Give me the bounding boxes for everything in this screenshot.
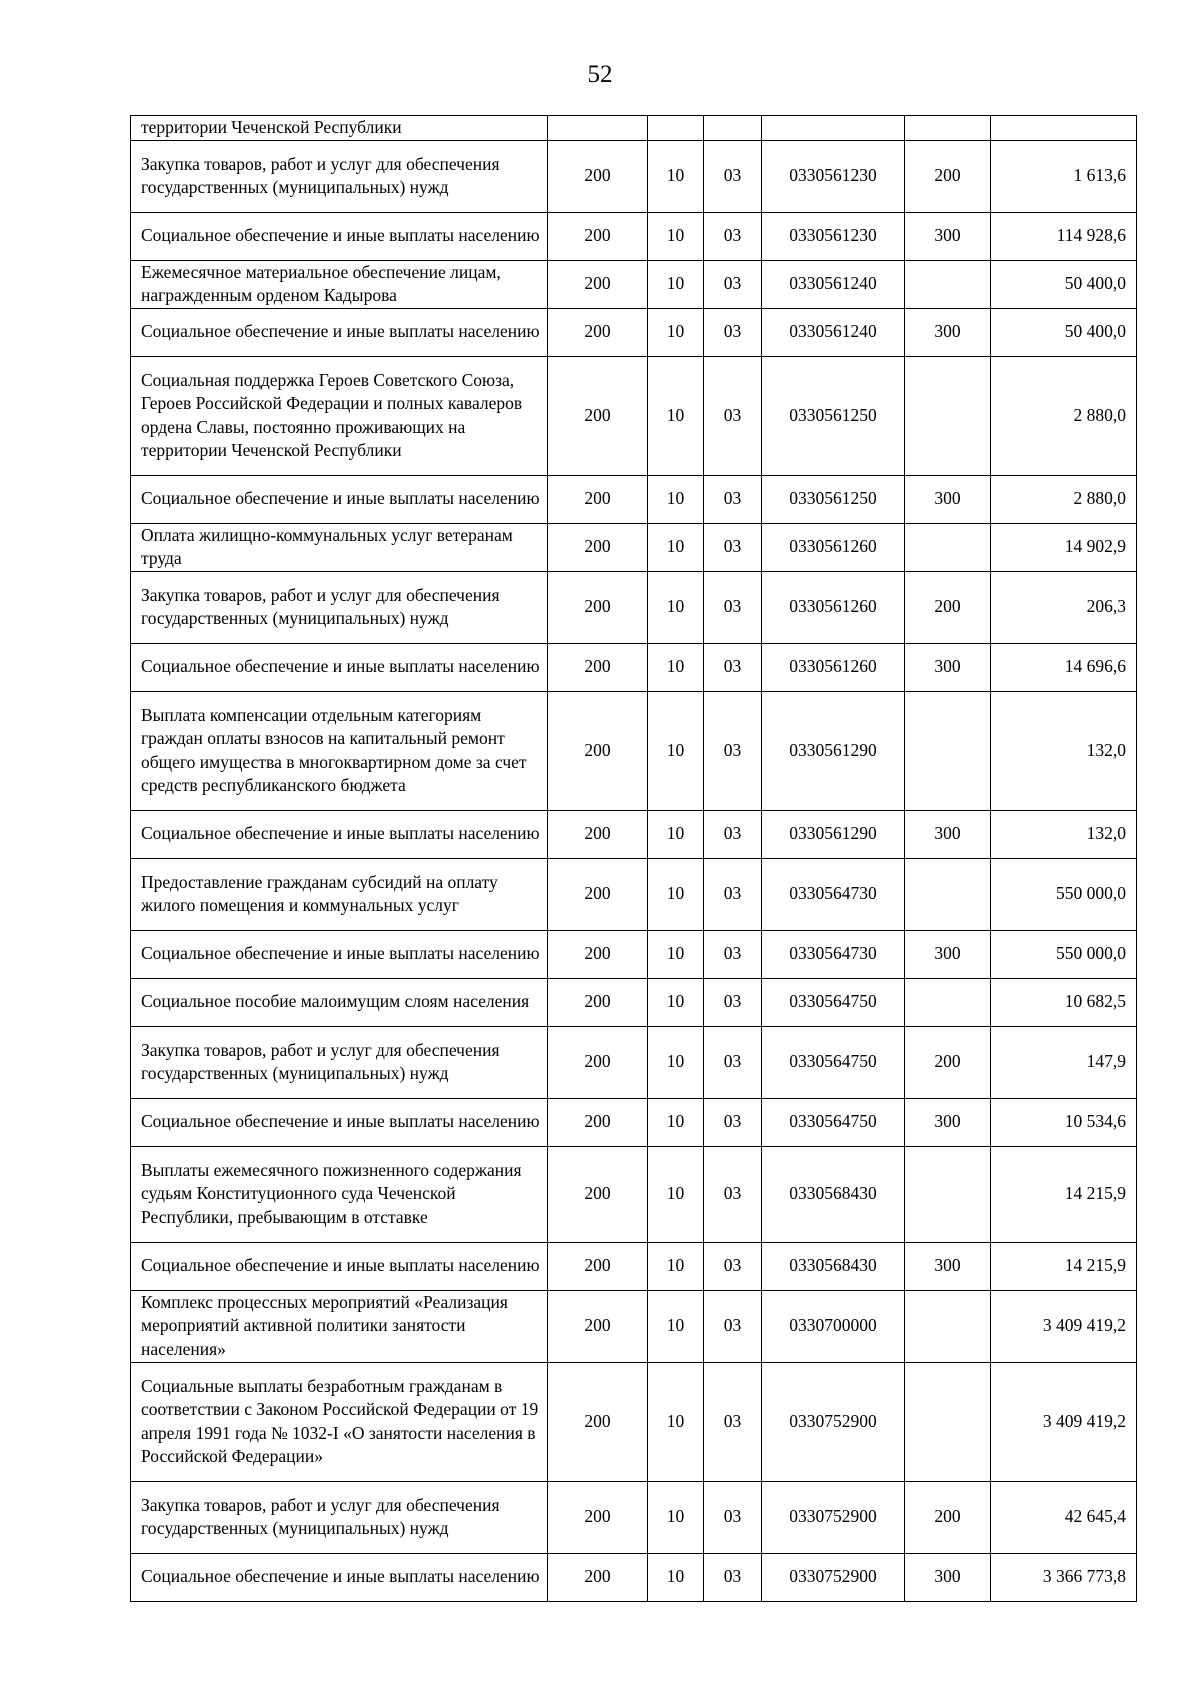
row-amount: 2 880,0 [991, 356, 1137, 475]
row-name: Социальное обеспечение и иные выплаты населению [131, 1098, 548, 1146]
row-target: 0330564750 [762, 978, 905, 1026]
row-target: 0330752900 [762, 1553, 905, 1601]
row-expense-type: 300 [905, 475, 991, 523]
row-name: Социальное пособие малоимущим слоям населения [131, 978, 548, 1026]
row-amount: 2 880,0 [991, 475, 1137, 523]
row-amount: 132,0 [991, 810, 1137, 858]
row-name: Предоставление гражданам субсидий на оплату жилого помещения и коммунальных услуг [131, 858, 548, 930]
row-amount: 14 215,9 [991, 1146, 1137, 1242]
row-name: Закупка товаров, работ и услуг для обеспечения государственных (муниципальных) нужд [131, 1026, 548, 1098]
row-expense-type: 200 [905, 1481, 991, 1553]
row-name: Социальное обеспечение и иные выплаты населению [131, 475, 548, 523]
row-ministry: 200 [548, 212, 648, 260]
row-section: 10 [648, 691, 704, 810]
row-subsection: 03 [704, 1553, 762, 1601]
row-target: 0330561230 [762, 212, 905, 260]
row-amount: 147,9 [991, 1026, 1137, 1098]
table-row [131, 1026, 1137, 1098]
row-expense-type: 300 [905, 930, 991, 978]
table-row [131, 691, 1137, 810]
row-expense-type: 300 [905, 1242, 991, 1290]
budget-table [130, 115, 1137, 1602]
row-expense-type: 300 [905, 212, 991, 260]
row-section: 10 [648, 308, 704, 356]
row-amount: 10 682,5 [991, 978, 1137, 1026]
row-name: Ежемесячное материальное обеспечение лицам, награжденным орденом Кадырова [131, 260, 548, 308]
page-number: 52 [587, 61, 613, 88]
row-section: 10 [648, 1290, 704, 1362]
row-amount: 14 215,9 [991, 1242, 1137, 1290]
row-expense-type [905, 1362, 991, 1481]
row-ministry: 200 [548, 1362, 648, 1481]
row-expense-type: 300 [905, 810, 991, 858]
table-row [131, 356, 1137, 475]
table-row [131, 1362, 1137, 1481]
row-ministry: 200 [548, 571, 648, 643]
row-amount: 550 000,0 [991, 930, 1137, 978]
row-amount: 14 696,6 [991, 643, 1137, 691]
row-expense-type: 300 [905, 1553, 991, 1601]
table-row [131, 858, 1137, 930]
row-expense-type: 300 [905, 308, 991, 356]
row-subsection: 03 [704, 571, 762, 643]
table-row [131, 116, 1137, 141]
table-row [131, 1242, 1137, 1290]
row-target: 0330561260 [762, 523, 905, 571]
row-section: 10 [648, 1362, 704, 1481]
row-subsection: 03 [704, 978, 762, 1026]
row-amount: 3 366 773,8 [991, 1553, 1137, 1601]
row-section: 10 [648, 260, 704, 308]
table-row [131, 140, 1137, 212]
row-amount: 206,3 [991, 571, 1137, 643]
row-name: Закупка товаров, работ и услуг для обеспечения государственных (муниципальных) нужд [131, 571, 548, 643]
row-section: 10 [648, 858, 704, 930]
row-section: 10 [648, 1026, 704, 1098]
row-subsection: 03 [704, 140, 762, 212]
row-subsection: 03 [704, 1026, 762, 1098]
row-name: Социальная поддержка Героев Советского Союза, Героев Российской Федерации и полных кавалеров ордена Славы, постоянно проживающих на территории Чеченской Республики [131, 356, 548, 475]
row-amount: 50 400,0 [991, 308, 1137, 356]
row-target: 0330752900 [762, 1362, 905, 1481]
row-target: 0330564730 [762, 858, 905, 930]
row-ministry: 200 [548, 643, 648, 691]
row-ministry: 200 [548, 523, 648, 571]
row-subsection: 03 [704, 1290, 762, 1362]
row-section: 10 [648, 1098, 704, 1146]
row-subsection: 03 [704, 260, 762, 308]
row-amount: 3 409 419,2 [991, 1362, 1137, 1481]
row-subsection: 03 [704, 1098, 762, 1146]
row-section [648, 116, 704, 141]
row-target: 0330561260 [762, 571, 905, 643]
row-expense-type [905, 858, 991, 930]
row-name: Закупка товаров, работ и услуг для обеспечения государственных (муниципальных) нужд [131, 1481, 548, 1553]
row-expense-type: 300 [905, 1098, 991, 1146]
row-section: 10 [648, 643, 704, 691]
row-section: 10 [648, 356, 704, 475]
row-expense-type: 200 [905, 571, 991, 643]
row-section: 10 [648, 930, 704, 978]
row-target: 0330561260 [762, 643, 905, 691]
table-row [131, 1290, 1137, 1362]
table-row [131, 1553, 1137, 1601]
row-subsection: 03 [704, 308, 762, 356]
row-name: Социальное обеспечение и иные выплаты населению [131, 930, 548, 978]
row-amount: 50 400,0 [991, 260, 1137, 308]
table-row [131, 260, 1137, 308]
row-target: 0330568430 [762, 1146, 905, 1242]
row-name: Социальное обеспечение и иные выплаты населению [131, 1242, 548, 1290]
row-target: 0330561230 [762, 140, 905, 212]
row-name: Оплата жилищно-коммунальных услуг ветеранам труда [131, 523, 548, 571]
row-amount: 3 409 419,2 [991, 1290, 1137, 1362]
row-subsection: 03 [704, 523, 762, 571]
row-amount: 14 902,9 [991, 523, 1137, 571]
row-ministry: 200 [548, 475, 648, 523]
table-row [131, 643, 1137, 691]
row-expense-type [905, 260, 991, 308]
row-target: 0330561240 [762, 308, 905, 356]
row-ministry: 200 [548, 1146, 648, 1242]
row-subsection: 03 [704, 356, 762, 475]
row-target: 0330561240 [762, 260, 905, 308]
row-expense-type [905, 116, 991, 141]
row-subsection [704, 116, 762, 141]
row-expense-type: 300 [905, 643, 991, 691]
row-name: Выплата компенсации отдельным категориям граждан оплаты взносов на капитальный ремонт общего имущества в многоквартирном доме за счет средств республиканского бюджета [131, 691, 548, 810]
row-section: 10 [648, 1553, 704, 1601]
row-ministry: 200 [548, 858, 648, 930]
table-row [131, 810, 1137, 858]
row-name: Социальное обеспечение и иные выплаты населению [131, 810, 548, 858]
row-ministry: 200 [548, 978, 648, 1026]
row-ministry: 200 [548, 1098, 648, 1146]
row-ministry: 200 [548, 1481, 648, 1553]
table-row [131, 212, 1137, 260]
row-expense-type: 200 [905, 1026, 991, 1098]
table-row [131, 571, 1137, 643]
row-expense-type [905, 978, 991, 1026]
row-name: Комплекс процессных мероприятий «Реализация мероприятий активной политики занятости населения» [131, 1290, 548, 1362]
row-amount: 10 534,6 [991, 1098, 1137, 1146]
row-target: 0330561250 [762, 356, 905, 475]
row-name: территории Чеченской Республики [131, 116, 548, 141]
table-row [131, 1481, 1137, 1553]
row-section: 10 [648, 140, 704, 212]
row-section: 10 [648, 1481, 704, 1553]
row-target: 0330568430 [762, 1242, 905, 1290]
row-ministry: 200 [548, 691, 648, 810]
row-subsection: 03 [704, 212, 762, 260]
row-expense-type [905, 691, 991, 810]
row-amount [991, 116, 1137, 141]
table-row [131, 1146, 1137, 1242]
row-subsection: 03 [704, 810, 762, 858]
row-target: 0330561250 [762, 475, 905, 523]
row-section: 10 [648, 571, 704, 643]
row-subsection: 03 [704, 1362, 762, 1481]
row-target: 0330564750 [762, 1098, 905, 1146]
table-row [131, 523, 1137, 571]
row-subsection: 03 [704, 1481, 762, 1553]
row-subsection: 03 [704, 930, 762, 978]
row-target: 0330752900 [762, 1481, 905, 1553]
row-amount: 114 928,6 [991, 212, 1137, 260]
row-section: 10 [648, 1242, 704, 1290]
row-ministry [548, 116, 648, 141]
row-target: 0330561290 [762, 810, 905, 858]
row-name: Социальное обеспечение и иные выплаты населению [131, 643, 548, 691]
row-amount: 1 613,6 [991, 140, 1137, 212]
table-row [131, 930, 1137, 978]
row-amount: 550 000,0 [991, 858, 1137, 930]
row-expense-type [905, 1146, 991, 1242]
table-row [131, 475, 1137, 523]
row-subsection: 03 [704, 691, 762, 810]
row-ministry: 200 [548, 1290, 648, 1362]
row-name: Выплаты ежемесячного пожизненного содержания судьям Конституционного суда Чеченской Республики, пребывающим в отставке [131, 1146, 548, 1242]
table-row [131, 978, 1137, 1026]
row-subsection: 03 [704, 858, 762, 930]
row-expense-type [905, 356, 991, 475]
row-ministry: 200 [548, 1553, 648, 1601]
row-name: Социальное обеспечение и иные выплаты населению [131, 212, 548, 260]
row-section: 10 [648, 1146, 704, 1242]
row-target: 0330561290 [762, 691, 905, 810]
row-target: 0330700000 [762, 1290, 905, 1362]
row-expense-type: 200 [905, 140, 991, 212]
row-name: Социальное обеспечение и иные выплаты населению [131, 308, 548, 356]
row-section: 10 [648, 475, 704, 523]
row-section: 10 [648, 523, 704, 571]
row-ministry: 200 [548, 930, 648, 978]
row-subsection: 03 [704, 1242, 762, 1290]
row-target: 0330564730 [762, 930, 905, 978]
row-expense-type [905, 1290, 991, 1362]
row-target: 0330564750 [762, 1026, 905, 1098]
row-amount: 42 645,4 [991, 1481, 1137, 1553]
row-section: 10 [648, 810, 704, 858]
row-ministry: 200 [548, 1026, 648, 1098]
budget-table-body [131, 116, 1137, 1602]
row-name: Закупка товаров, работ и услуг для обеспечения государственных (муниципальных) нужд [131, 140, 548, 212]
row-subsection: 03 [704, 475, 762, 523]
row-name: Социальное обеспечение и иные выплаты населению [131, 1553, 548, 1601]
table-row [131, 1098, 1137, 1146]
row-ministry: 200 [548, 140, 648, 212]
row-name: Социальные выплаты безработным гражданам в соответствии с Законом Российской Федерации от 19 апреля 1991 года № 1032-I «О занятости населения в Российской Федерации» [131, 1362, 548, 1481]
row-ministry: 200 [548, 308, 648, 356]
row-ministry: 200 [548, 1242, 648, 1290]
row-subsection: 03 [704, 1146, 762, 1242]
row-section: 10 [648, 978, 704, 1026]
table-row [131, 308, 1137, 356]
row-ministry: 200 [548, 356, 648, 475]
row-target [762, 116, 905, 141]
row-expense-type [905, 523, 991, 571]
row-subsection: 03 [704, 643, 762, 691]
row-ministry: 200 [548, 810, 648, 858]
row-ministry: 200 [548, 260, 648, 308]
row-section: 10 [648, 212, 704, 260]
row-amount: 132,0 [991, 691, 1137, 810]
